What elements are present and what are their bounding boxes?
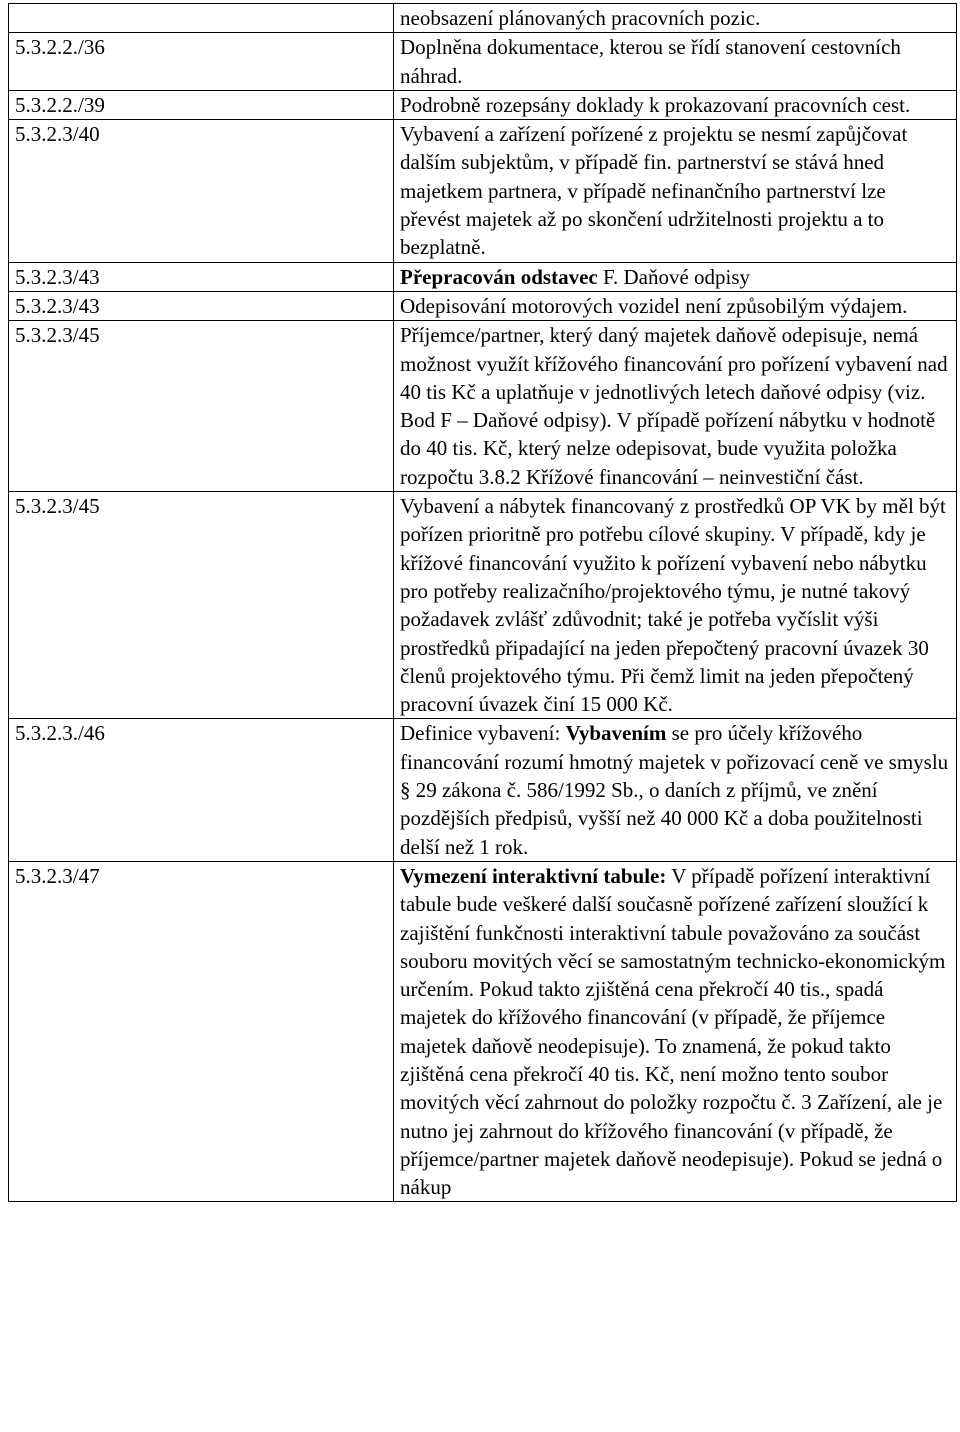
section-number: 5.3.2.3/43 <box>9 262 394 291</box>
change-description <box>394 4 957 33</box>
table-row <box>9 120 957 262</box>
table-row <box>9 492 957 719</box>
changes-table-body <box>9 4 957 1202</box>
change-description <box>394 262 957 291</box>
section-number: 5.3.2.3/43 <box>9 291 394 320</box>
table-row <box>9 719 957 861</box>
change-description <box>394 492 957 719</box>
changes-table <box>8 3 957 1202</box>
section-number: 5.3.2.2./39 <box>9 90 394 119</box>
change-description <box>394 291 957 320</box>
table-row <box>9 861 957 1202</box>
section-number <box>9 4 394 33</box>
description-text: neobsazení plánovaných pracovních pozic. <box>400 6 761 30</box>
change-description <box>394 719 957 861</box>
description-bold-text: Vybavením <box>565 721 667 746</box>
description-text: Vybavení a zařízení pořízené z projektu se nesmí zapůjčovat dalším subjektům, v případě fin. partnerství se stává hned majetkem partnera, v případě nefinančního partnerství lze převést majetek až po skončení udržitelnosti projektu a to bezplatně. <box>400 122 908 260</box>
description-bold-text: Vymezení interaktivní tabule: <box>400 863 667 888</box>
change-description <box>394 33 957 91</box>
section-number: 5.3.2.3/40 <box>9 120 394 262</box>
table-row <box>9 291 957 320</box>
description-text: V případě pořízení interaktivní tabule bude veškeré další současně pořízené zařízení sloužící k zajištění funkčnosti interaktivní tabule považováno za součást souboru movitých věcí se samostatným technicko-ekonomickým určením. Pokud takto zjištěná cena překročí 40 tis., spadá majetek do křížového financování (v případě, že příjemce majetek daňově neodepisuje). To znamená, že pokud takto zjištěná cena překročí 40 tis. Kč, není možno tento soubor movitých věcí zahrnout do položky rozpočtu č. 3 Zařízení, ale je nutno jej zahrnout do křížového financování (v případě, že příjemce/partner majetek daňově neodepisuje). Pokud se jedná o nákup <box>400 863 946 1200</box>
change-description <box>394 90 957 119</box>
table-row <box>9 90 957 119</box>
description-bold-text: Přepracován odstavec <box>400 264 598 289</box>
table-row <box>9 4 957 33</box>
change-description <box>394 120 957 262</box>
description-text: Odepisování motorových vozidel není způsobilým výdajem. <box>400 293 908 318</box>
table-row <box>9 321 957 492</box>
section-number: 5.3.2.3/45 <box>9 492 394 719</box>
description-text: Příjemce/partner, který daný majetek daňově odepisuje, nemá možnost využít křížového financování pro pořízení vybavení nad 40 tis Kč a uplatňuje v jednotlivých letech daňové odpisy (viz. Bod F – Daňové odpisy). V případě pořízení nábytku v hodnotě do 40 tis. Kč, který nelze odepisovat, bude využita položka rozpočtu 3.8.2 Křížové financování – neinvestiční část. <box>400 323 948 489</box>
description-text: F. Daňové odpisy <box>597 264 751 289</box>
table-row <box>9 33 957 91</box>
table-row <box>9 262 957 291</box>
change-description <box>394 321 957 492</box>
section-number: 5.3.2.3/45 <box>9 321 394 492</box>
description-text: Podrobně rozepsány doklady k prokazovaní pracovních cest. <box>400 92 911 117</box>
description-text: Doplněna dokumentace, kterou se řídí stanovení cestovních náhrad. <box>400 35 901 88</box>
section-number: 5.3.2.3./46 <box>9 719 394 861</box>
section-number: 5.3.2.2./36 <box>9 33 394 91</box>
change-description <box>394 861 957 1202</box>
description-text: Vybavení a nábytek financovaný z prostředků OP VK by měl být pořízen prioritně pro potřebu cílové skupiny. V případě, kdy je křížové financování využito k pořízení vybavení nebo nábytku pro potřeby realizačního/projektového týmu, je nutné takový požadavek zvlášť zdůvodnit; také je potřeba vyčíslit výši prostředků připadající na jeden přepočtený pracovní úvazek 30 členů projektového týmu. Při čemž limit na jeden přepočtený pracovní úvazek činí 15 000 Kč. <box>400 494 946 717</box>
section-number: 5.3.2.3/47 <box>9 861 394 1202</box>
description-text: Definice vybavení: <box>400 721 566 746</box>
description-text: se pro účely křížového financování rozumí hmotný majetek v pořizovací ceně ve smyslu § 29 zákona č. 586/1992 Sb., o daních z příjmů, ve znění pozdějších předpisů, vyšší než 40 000 Kč a doba použitelnosti delší než 1 rok. <box>400 721 949 859</box>
